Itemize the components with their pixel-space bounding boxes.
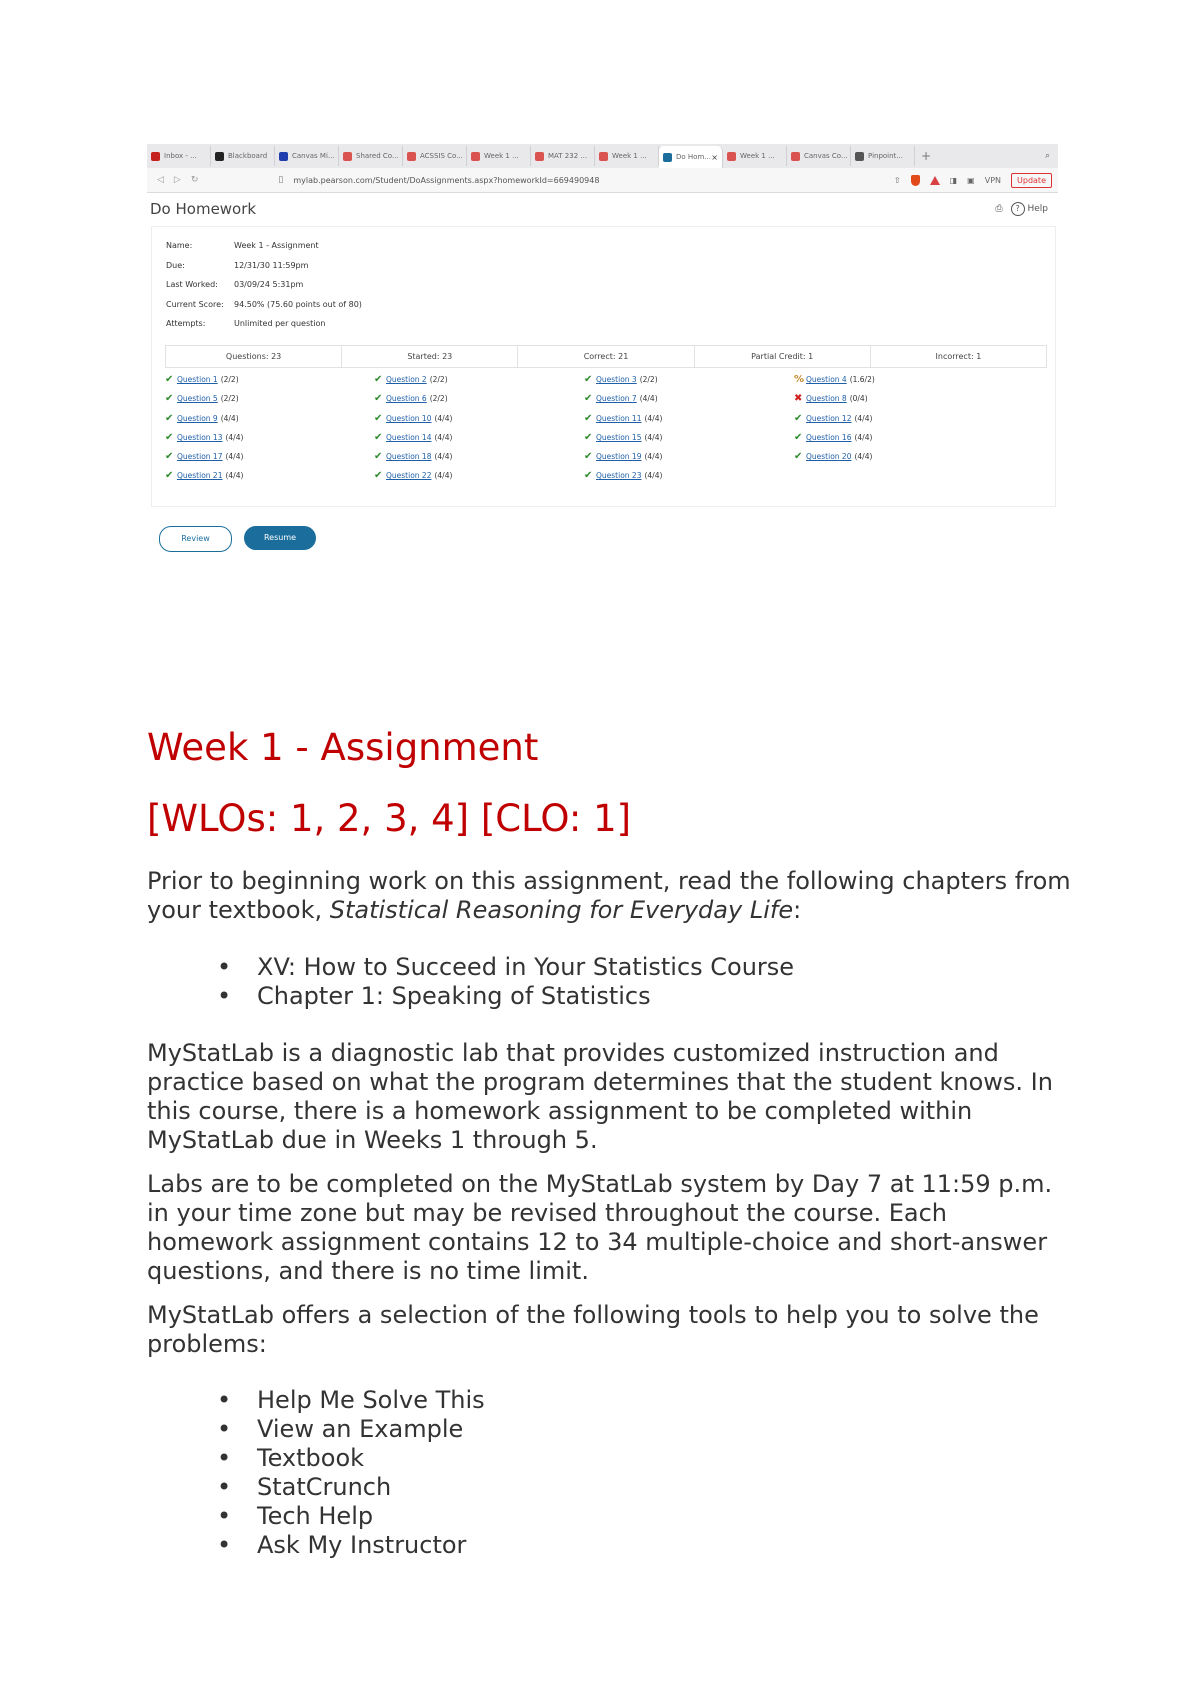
tab-favicon-icon (791, 152, 800, 161)
question-item (165, 452, 243, 471)
tab-label: Do Hom... (676, 153, 711, 161)
check-icon: ✔ (584, 451, 593, 463)
tab-favicon-icon (727, 152, 736, 161)
check-icon: ✔ (374, 451, 383, 463)
document-title: Week 1 - Assignment (147, 726, 539, 769)
question-score: (4/4) (639, 394, 658, 404)
question-score: (4/4) (434, 471, 453, 481)
list-item: • StatCrunch (147, 1473, 485, 1502)
browser-toolbar-right (894, 173, 1052, 188)
browser-tab[interactable] (467, 146, 531, 166)
question-item (374, 471, 452, 490)
browser-tab[interactable] (595, 146, 659, 166)
question-item (584, 452, 662, 471)
question-score: (0/4) (849, 394, 868, 404)
browser-url-bar (147, 168, 1058, 193)
info-row (166, 261, 362, 281)
question-score: (2/2) (220, 394, 239, 404)
question-score: (4/4) (644, 452, 663, 462)
browser-tab[interactable] (147, 146, 211, 166)
new-tab-icon[interactable]: + (921, 149, 932, 163)
tab-favicon-icon (407, 152, 416, 161)
sidebar-icon[interactable]: ◨ (949, 175, 958, 185)
tab-favicon-icon (343, 152, 352, 161)
vpn-toggle[interactable]: VPN (984, 175, 1002, 185)
list-item: • Textbook (147, 1444, 485, 1473)
list-item: • Ask My Instructor (147, 1531, 485, 1560)
tab-label: Pinpoint... (868, 152, 903, 160)
document-subtitle: [WLOs: 1, 2, 3, 4] [CLO: 1] (147, 797, 632, 840)
question-link[interactable]: Question 7 (596, 394, 637, 404)
tab-favicon-icon (215, 152, 224, 161)
info-value: Unlimited per question (234, 319, 326, 328)
check-icon: ✔ (165, 393, 174, 405)
question-item (794, 414, 875, 433)
tab-label: Blackboard (228, 152, 268, 160)
list-item: • Chapter 1: Speaking of Statistics (147, 982, 794, 1011)
tab-label: Canvas Co... (804, 152, 848, 160)
brave-shield-icon[interactable] (911, 175, 920, 186)
tab-favicon-icon (471, 152, 480, 161)
question-item (584, 394, 662, 413)
tab-label: Shared Co... (356, 152, 399, 160)
close-tab-icon[interactable]: × (711, 152, 718, 162)
question-link[interactable]: Question 3 (596, 375, 637, 384)
question-score: (4/4) (644, 471, 663, 481)
wallet-icon[interactable]: ▣ (967, 175, 975, 185)
question-score: (4/4) (434, 413, 453, 423)
tab-favicon-icon (535, 152, 544, 161)
help-link[interactable] (1011, 202, 1048, 216)
question-link[interactable]: Question 17 (177, 452, 223, 462)
textbook-title: Statistical Reasoning for Everyday Life (329, 896, 794, 924)
question-link[interactable]: Question 16 (806, 432, 852, 442)
header-incorrect: Incorrect: 1 (935, 352, 982, 361)
check-icon: ✔ (584, 470, 593, 482)
list-item: • Help Me Solve This (147, 1386, 485, 1415)
tab-favicon-icon (663, 153, 672, 162)
update-button[interactable]: Update (1011, 173, 1052, 188)
info-key: Attempts: (166, 319, 206, 328)
question-link[interactable]: Question 11 (596, 413, 642, 423)
tab-favicon-icon (599, 152, 608, 161)
question-item (584, 375, 662, 394)
browser-tab[interactable] (531, 146, 595, 166)
info-value: 12/31/30 11:59pm (234, 260, 309, 270)
question-score: (4/4) (225, 432, 244, 442)
info-row (166, 280, 362, 300)
check-icon: ✔ (165, 451, 174, 463)
question-link[interactable]: Question 5 (177, 394, 218, 404)
rewards-icon[interactable] (930, 176, 940, 185)
page-title: Do Homework (150, 200, 257, 218)
question-link[interactable]: Question 20 (806, 452, 852, 462)
tab-label: Canvas Mi... (292, 152, 335, 160)
question-item (165, 471, 243, 490)
question-score: (2/2) (429, 394, 448, 404)
question-score: (4/4) (854, 432, 873, 442)
info-value: 03/09/24 5:31pm (234, 280, 304, 289)
question-item (165, 414, 243, 433)
question-item (584, 471, 662, 490)
forward-icon[interactable]: ▷ (173, 175, 181, 185)
intro-suffix: : (793, 896, 802, 924)
question-link[interactable]: Question 12 (806, 413, 852, 423)
question-score: (4/4) (854, 452, 873, 462)
info-key: Due: (166, 260, 185, 270)
check-icon: ✔ (165, 431, 174, 443)
mystatlab-paragraph: MyStatLab is a diagnostic lab that provides customized instruction and practice based on what the program determines that the student knows. In this course, there is a homework assignment to be completed within MyStatLab due in Weeks 1 through 5. (147, 1039, 1053, 1154)
homework-panel (151, 226, 1056, 507)
check-icon: ✔ (794, 431, 803, 443)
tab-label: Week 1 ... (612, 152, 647, 160)
list-item: • View an Example (147, 1415, 485, 1444)
browser-tab[interactable] (723, 146, 787, 166)
question-link[interactable]: Question 21 (177, 471, 223, 481)
header-started: Started: 23 (342, 346, 518, 367)
page-tools (995, 202, 1048, 216)
browser-tab[interactable] (403, 146, 467, 166)
labs-paragraph: Labs are to be completed on the MyStatLab system by Day 7 at 11:59 p.m. in your time zone but may be revised throughout the course. Each homework assignment contains 12 to 34 multiple-choice and short-answer questions, and there is no time limit. (147, 1170, 1053, 1285)
tools-list (147, 1386, 485, 1560)
header-questions: Questions: 23 (166, 346, 342, 367)
tab-favicon-icon (279, 152, 288, 161)
check-icon: ✔ (584, 412, 593, 424)
intro-paragraph (147, 867, 1077, 925)
question-link[interactable]: Question 15 (596, 432, 642, 442)
info-key: Name: (166, 241, 193, 250)
question-link[interactable]: Question 13 (177, 432, 223, 442)
question-item (584, 414, 662, 433)
browser-tab[interactable] (211, 146, 275, 166)
help-label: Help (1027, 204, 1048, 214)
question-link[interactable]: Question 23 (596, 471, 642, 481)
info-row (166, 241, 362, 261)
resume-button[interactable]: Resume (244, 526, 316, 550)
reload-icon[interactable]: ↻ (190, 175, 199, 185)
question-score: (1.6/2) (849, 375, 875, 384)
tab-label: ACSSIS Co... (420, 152, 463, 160)
question-score: (4/4) (225, 452, 244, 462)
question-item (374, 375, 452, 394)
address-input[interactable]: mylab.pearson.com/Student/DoAssignments.aspx?homeworkId=669490948 (293, 175, 600, 185)
question-item (374, 394, 452, 413)
info-value: Week 1 - Assignment (234, 241, 319, 250)
partial-credit-icon: % (794, 374, 805, 385)
check-icon: ✔ (374, 374, 383, 385)
question-column (794, 375, 875, 471)
question-score: (4/4) (644, 413, 663, 423)
question-link[interactable]: Question 10 (386, 413, 432, 423)
check-icon: ✔ (165, 470, 174, 482)
header-correct: Correct: 21 (518, 346, 694, 367)
help-icon: ? (1011, 202, 1025, 216)
question-summary-header (165, 345, 1047, 368)
question-item (165, 433, 243, 452)
back-icon[interactable]: ◁ (157, 175, 164, 185)
question-score: (4/4) (854, 413, 873, 423)
check-icon: ✔ (374, 393, 383, 405)
info-value: 94.50% (75.60 points out of 80) (234, 299, 362, 309)
question-score: (4/4) (434, 432, 453, 442)
tab-favicon-icon (151, 152, 160, 161)
question-score: (4/4) (225, 471, 244, 481)
check-icon: ✔ (374, 412, 383, 424)
check-icon: ✔ (794, 412, 803, 424)
tab-search-icon[interactable]: ⌕ (1044, 151, 1050, 161)
question-link[interactable]: Question 14 (386, 432, 432, 442)
info-row (166, 300, 362, 320)
question-item (374, 414, 452, 433)
check-icon: ✔ (165, 412, 174, 424)
tab-favicon-icon (855, 152, 864, 161)
bookmark-icon[interactable]: ▯ (278, 175, 284, 185)
review-button[interactable]: Review (159, 526, 232, 552)
question-item (374, 452, 452, 471)
check-icon: ✔ (374, 431, 383, 443)
question-score: (2/2) (220, 375, 239, 384)
question-link[interactable]: Question 9 (177, 413, 218, 423)
check-icon: ✔ (794, 451, 803, 463)
info-key: Current Score: (166, 299, 224, 309)
list-item: • Tech Help (147, 1502, 485, 1531)
check-icon: ✔ (584, 393, 593, 405)
tools-paragraph: MyStatLab offers a selection of the following tools to help you to solve the problems: (147, 1301, 1039, 1358)
browser-tab[interactable] (659, 146, 723, 168)
question-item (794, 375, 875, 394)
question-score: (2/2) (639, 375, 658, 384)
question-item (165, 394, 243, 413)
question-link[interactable]: Question 18 (386, 452, 432, 462)
browser-tab-bar (147, 144, 1058, 168)
list-item: • XV: How to Succeed in Your Statistics Course (147, 953, 794, 982)
question-link[interactable]: Question 4 (806, 375, 847, 384)
tab-label: Week 1 ... (484, 152, 519, 160)
tab-label: MAT 232 ... (548, 152, 588, 160)
assignment-info (166, 241, 362, 339)
cross-icon: ✖ (794, 393, 803, 405)
question-link[interactable]: Question 8 (806, 394, 847, 404)
tab-label: Week 1 ... (740, 152, 775, 160)
info-row (166, 319, 362, 339)
question-item (165, 375, 243, 394)
question-score: (2/2) (429, 375, 448, 384)
embedded-screenshot (147, 144, 1058, 543)
browser-tab[interactable] (339, 146, 403, 166)
question-score: (4/4) (220, 413, 239, 423)
question-item (794, 452, 875, 471)
chapter-list (147, 953, 794, 1011)
print-icon[interactable]: ⎙ (995, 204, 1003, 214)
question-column (165, 375, 243, 491)
question-item (794, 394, 875, 413)
check-icon: ✔ (374, 470, 383, 482)
question-link[interactable]: Question 6 (386, 394, 427, 404)
question-link[interactable]: Question 19 (596, 452, 642, 462)
question-score: (4/4) (434, 452, 453, 462)
question-link[interactable]: Question 22 (386, 471, 432, 481)
info-key: Last Worked: (166, 280, 218, 289)
question-item (374, 433, 452, 452)
header-partial-credit: Partial Credit: 1 (695, 346, 871, 367)
question-column (374, 375, 452, 491)
question-link[interactable]: Question 1 (177, 375, 218, 384)
check-icon: ✔ (165, 374, 174, 385)
browser-tab[interactable] (275, 146, 339, 166)
browser-tab[interactable] (851, 146, 915, 166)
browser-tab[interactable] (787, 146, 851, 166)
question-link[interactable]: Question 2 (386, 375, 427, 384)
question-column (584, 375, 662, 491)
question-item (794, 433, 875, 452)
check-icon: ✔ (584, 374, 593, 385)
question-item (584, 433, 662, 452)
question-score: (4/4) (644, 432, 663, 442)
intro-text: Prior to beginning work on this assignment, read the following chapters from your textbook, (147, 867, 1071, 924)
share-icon[interactable]: ⇧ (893, 175, 901, 185)
tab-label: Inbox - ... (164, 152, 197, 160)
check-icon: ✔ (584, 431, 593, 443)
